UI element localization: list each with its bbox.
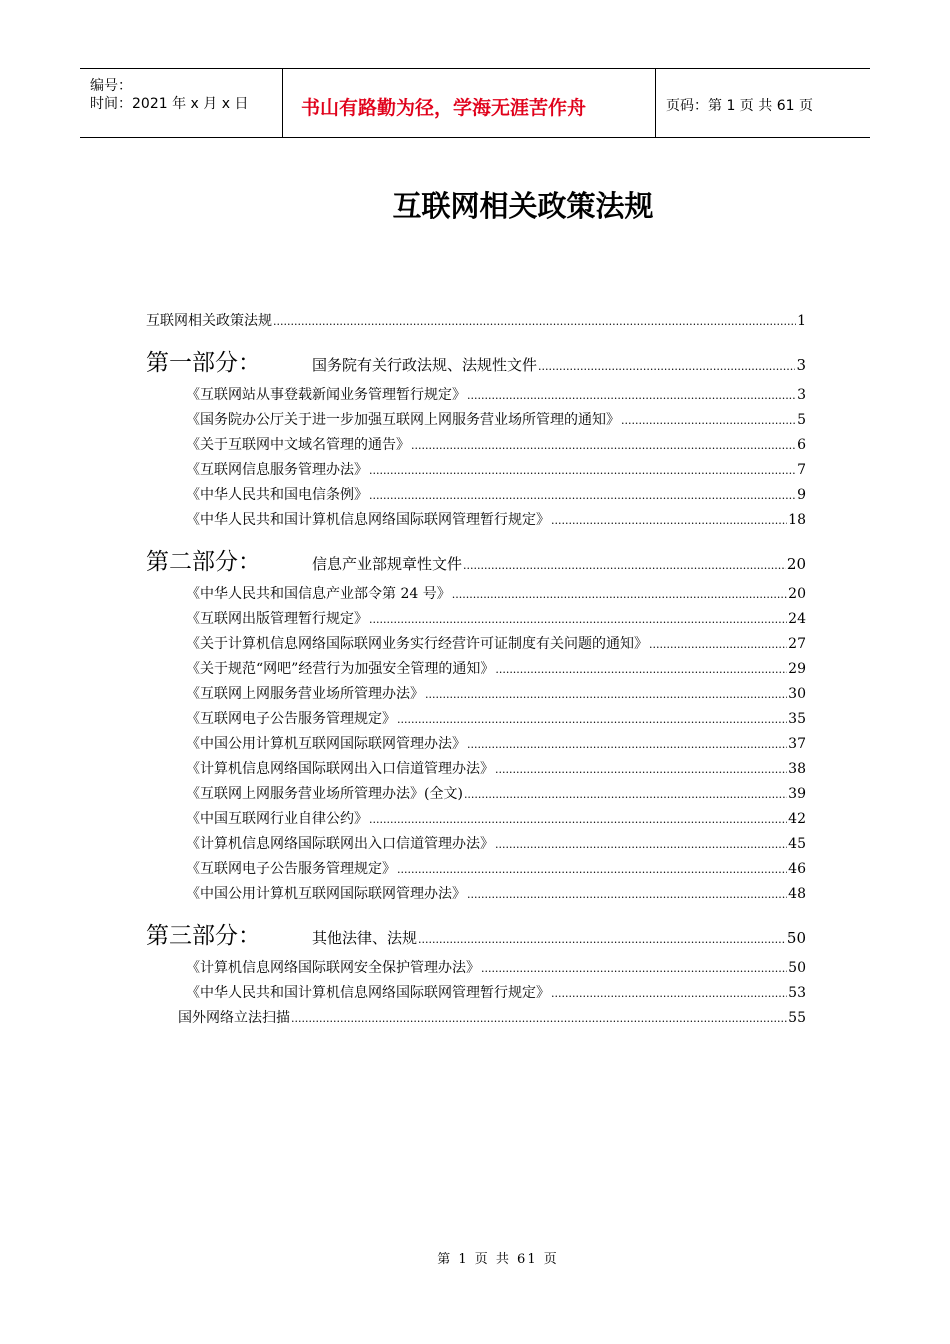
toc-page-number: 9 [797,487,806,503]
toc-page-number: 53 [788,985,806,1001]
toc-page-number: 35 [788,711,806,727]
header-meta-cell [80,69,283,137]
toc-entry-text: 《中华人民共和国电信条例》 [186,487,368,503]
page-code: 页码：第 1 页 共 61 页 [666,98,813,114]
toc-leader [467,389,796,402]
toc-page-number: 5 [797,412,806,428]
toc-entry-text: 《中华人民共和国计算机信息网络国际联网管理暂行规定》 [186,985,550,1001]
toc-entry[interactable] [186,633,806,653]
toc-entry-text: 国外网络立法扫描 [178,1010,290,1026]
toc-entry-text: 《互联网站从事登载新闻业务管理暂行规定》 [186,387,466,403]
toc-leader [495,763,787,776]
toc-entry-text: 《互联网电子公告服务管理规定》 [186,711,396,727]
toc-entry-text: 《关于规范“网吧”经营行为加强安全管理的通知》 [186,661,495,677]
toc-page-number: 50 [786,929,806,947]
toc-page-number: 37 [788,736,806,752]
toc-leader [463,559,786,572]
toc-entry[interactable] [186,683,806,703]
toc-page-number: 24 [788,611,806,627]
toc-leader [464,788,787,801]
part-label: 第二部分： [146,549,261,575]
toc-page-number: 3 [797,387,806,403]
toc-page-number: 20 [786,555,806,573]
toc-page-number: 45 [788,836,806,852]
toc-leader [551,514,787,527]
part-label: 第一部分： [146,350,261,376]
page-footer: 第 1 页 共 61 页 [437,1252,559,1267]
header-page-cell [656,69,870,137]
toc-leader [467,738,787,751]
toc-page-number: 50 [788,960,806,976]
toc-entry[interactable] [186,434,806,454]
toc-entry-text: 《计算机信息网络国际联网出入口信道管理办法》 [186,761,494,777]
time-label: 时间：2021 年 x 月 x 日 [90,96,249,112]
toc-page-number: 29 [788,661,806,677]
toc-entry[interactable] [186,384,806,404]
toc-entry-text: 《关于互联网中文域名管理的通告》 [186,437,410,453]
toc-leader [418,933,786,946]
toc-page-number: 20 [788,586,806,602]
toc-page-number: 18 [788,512,806,528]
toc-page-number: 48 [788,886,806,902]
toc-entry[interactable] [178,1007,806,1027]
toc-leader [397,713,787,726]
toc-entry-text: 《互联网信息服务管理办法》 [186,462,368,478]
number-label: 编号： [90,78,132,94]
toc-entry[interactable] [186,808,806,828]
toc-page-number: 30 [788,686,806,702]
toc-entry[interactable] [186,758,806,778]
toc-entry[interactable] [186,733,806,753]
toc-entry-text: 《中华人民共和国信息产业部令第 24 号》 [186,586,451,602]
toc-entry[interactable] [186,484,806,504]
toc-entry-text: 《国务院办公厅关于进一步加强互联网上网服务营业场所管理的通知》 [186,412,620,428]
toc-leader [369,489,796,502]
toc-page-number: 1 [797,313,806,329]
toc-entry-text: 《中国公用计算机互联网国际联网管理办法》 [186,886,466,902]
toc-entry[interactable] [186,583,806,603]
toc-entry[interactable] [186,783,806,803]
document-title: 互联网相关政策法规 [392,189,654,223]
toc-page-number: 38 [788,761,806,777]
toc-entry[interactable] [186,658,806,678]
toc-page-number: 39 [788,786,806,802]
toc-entry[interactable] [186,708,806,728]
toc-leader [495,663,787,676]
toc-leader [495,838,787,851]
motto: 书山有路勤为径，学海无涯苦作舟 [301,97,587,119]
toc-entry[interactable] [186,608,806,628]
toc-page-number: 42 [788,811,806,827]
toc-entry[interactable] [186,883,806,903]
toc-leader [291,1012,787,1025]
toc-entry-text: 《中国互联网行业自律公约》 [186,811,368,827]
toc-leader [411,439,796,452]
toc-entry[interactable] [186,833,806,853]
toc-entry[interactable] [186,409,806,429]
toc-entry[interactable] [186,509,806,529]
toc-leader [467,888,787,901]
toc-entry[interactable] [186,957,806,977]
toc-leader [621,414,796,427]
toc-leader [369,464,796,477]
toc-leader [481,962,787,975]
toc-entry-text: 《中华人民共和国计算机信息网络国际联网管理暂行规定》 [186,512,550,528]
toc-entry-text: 《计算机信息网络国际联网出入口信道管理办法》 [186,836,494,852]
toc-entry-text: 互联网相关政策法规 [146,313,272,329]
toc-leader [551,987,787,1000]
toc-part-heading[interactable] [146,543,806,573]
toc-page-number: 27 [788,636,806,652]
toc-entry-text: 《互联网上网服务营业场所管理办法》 [186,686,424,702]
toc-entry[interactable] [186,982,806,1002]
toc-leader [425,688,787,701]
toc-entry[interactable] [146,310,806,330]
toc-leader [273,315,796,328]
part-label: 第三部分： [146,923,261,949]
part-title: 其他法律、法规 [312,929,418,947]
toc-leader [649,638,787,651]
toc-entry[interactable] [186,858,806,878]
toc-page-number: 7 [797,462,806,478]
page-header [80,68,870,138]
toc-entry-text: 《关于计算机信息网络国际联网业务实行经营许可证制度有关问题的通知》 [186,636,648,652]
toc-entry-text: 《中国公用计算机互联网国际联网管理办法》 [186,736,466,752]
toc-part-heading[interactable] [146,344,806,374]
part-title: 国务院有关行政法规、法规性文件 [312,356,538,374]
toc-entry-text: 《计算机信息网络国际联网安全保护管理办法》 [186,960,480,976]
toc-page-number: 3 [796,356,806,374]
toc-leader [452,588,787,601]
toc-page-number: 55 [788,1010,806,1026]
toc-page-number: 6 [797,437,806,453]
toc-entry-text: 《互联网上网服务营业场所管理办法》(全文) [186,786,463,802]
toc-leader [538,360,795,373]
toc-page-number: 46 [788,861,806,877]
toc-leader [397,863,787,876]
part-title: 信息产业部规章性文件 [312,555,463,573]
header-motto-cell [283,69,656,137]
toc-leader [369,613,787,626]
toc-part-heading[interactable] [146,917,806,947]
toc-entry-text: 《互联网电子公告服务管理规定》 [186,861,396,877]
toc-leader [369,813,787,826]
toc-entry[interactable] [186,459,806,479]
toc-entry-text: 《互联网出版管理暂行规定》 [186,611,368,627]
